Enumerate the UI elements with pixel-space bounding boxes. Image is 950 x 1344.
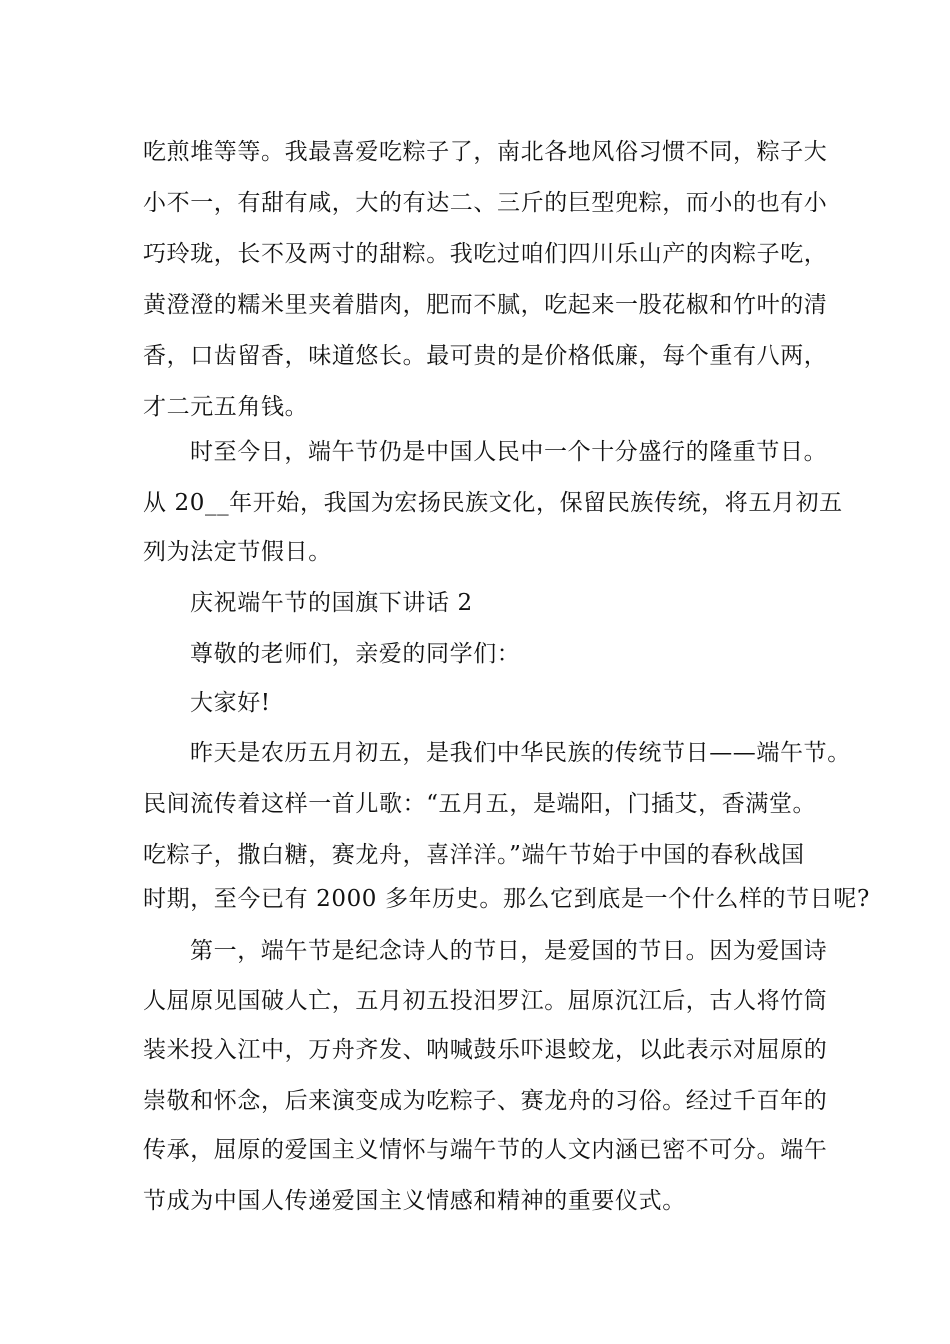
text-line: 崇敬和怀念，后来演变成为吃粽子、赛龙舟的习俗。经过千百年的	[143, 1088, 828, 1114]
text-line: 吃粽子，撒白糖，赛龙舟，喜洋洋。”端午节始于中国的春秋战国	[143, 842, 805, 868]
greeting: 大家好!	[190, 690, 271, 716]
text-line: 传承，屈原的爱国主义情怀与端午节的人文内涵已密不可分。端午	[143, 1137, 828, 1163]
text-line: 巧玲珑，长不及两寸的甜粽。我吃过咱们四川乐山产的肉粽子吃，	[143, 241, 828, 267]
text-line: 人屈原见国破人亡，五月初五投汨罗江。屈原沉江后，古人将竹筒	[143, 988, 828, 1014]
text-line: 吃煎堆等等。我最喜爱吃粽子了，南北各地风俗习惯不同，粽子大	[143, 139, 828, 165]
text-line: 才二元五角钱。	[143, 394, 309, 420]
text-line: 民间流传着这样一首儿歌：“五月五，是端阳，门插艾，香满堂。	[143, 791, 817, 817]
paragraph-start: 时至今日，端午节仍是中国人民中一个十分盛行的隆重节日。	[190, 439, 828, 465]
text-line: 时期，至今已有 2000 多年历史。那么它到底是一个什么样的节日呢?	[143, 886, 870, 912]
text-line: 从 20__年开始，我国为宏扬民族文化，保留民族传统，将五月初五	[143, 490, 843, 516]
text-line: 香，口齿留香，味道悠长。最可贵的是价格低廉，每个重有八两，	[143, 343, 828, 369]
text-line: 黄澄澄的糯米里夹着腊肉，肥而不腻，吃起来一股花椒和竹叶的清	[143, 292, 828, 318]
text-line: 小不一，有甜有咸，大的有达二、三斤的巨型兜粽，而小的也有小	[143, 190, 828, 216]
text-line: 列为法定节假日。	[143, 539, 332, 565]
salutation: 尊敬的老师们，亲爱的同学们：	[190, 641, 521, 667]
text-line: 节成为中国人传递爱国主义情感和精神的重要仪式。	[143, 1188, 686, 1214]
text-line: 装米投入江中，万舟齐发、呐喊鼓乐吓退蛟龙，以此表示对屈原的	[143, 1037, 828, 1063]
paragraph-start: 昨天是农历五月初五，是我们中华民族的传统节日——端午节。	[190, 740, 851, 766]
section-title: 庆祝端午节的国旗下讲话 2	[190, 590, 473, 616]
paragraph-start: 第一，端午节是纪念诗人的节日，是爱国的节日。因为爱国诗	[190, 938, 828, 964]
